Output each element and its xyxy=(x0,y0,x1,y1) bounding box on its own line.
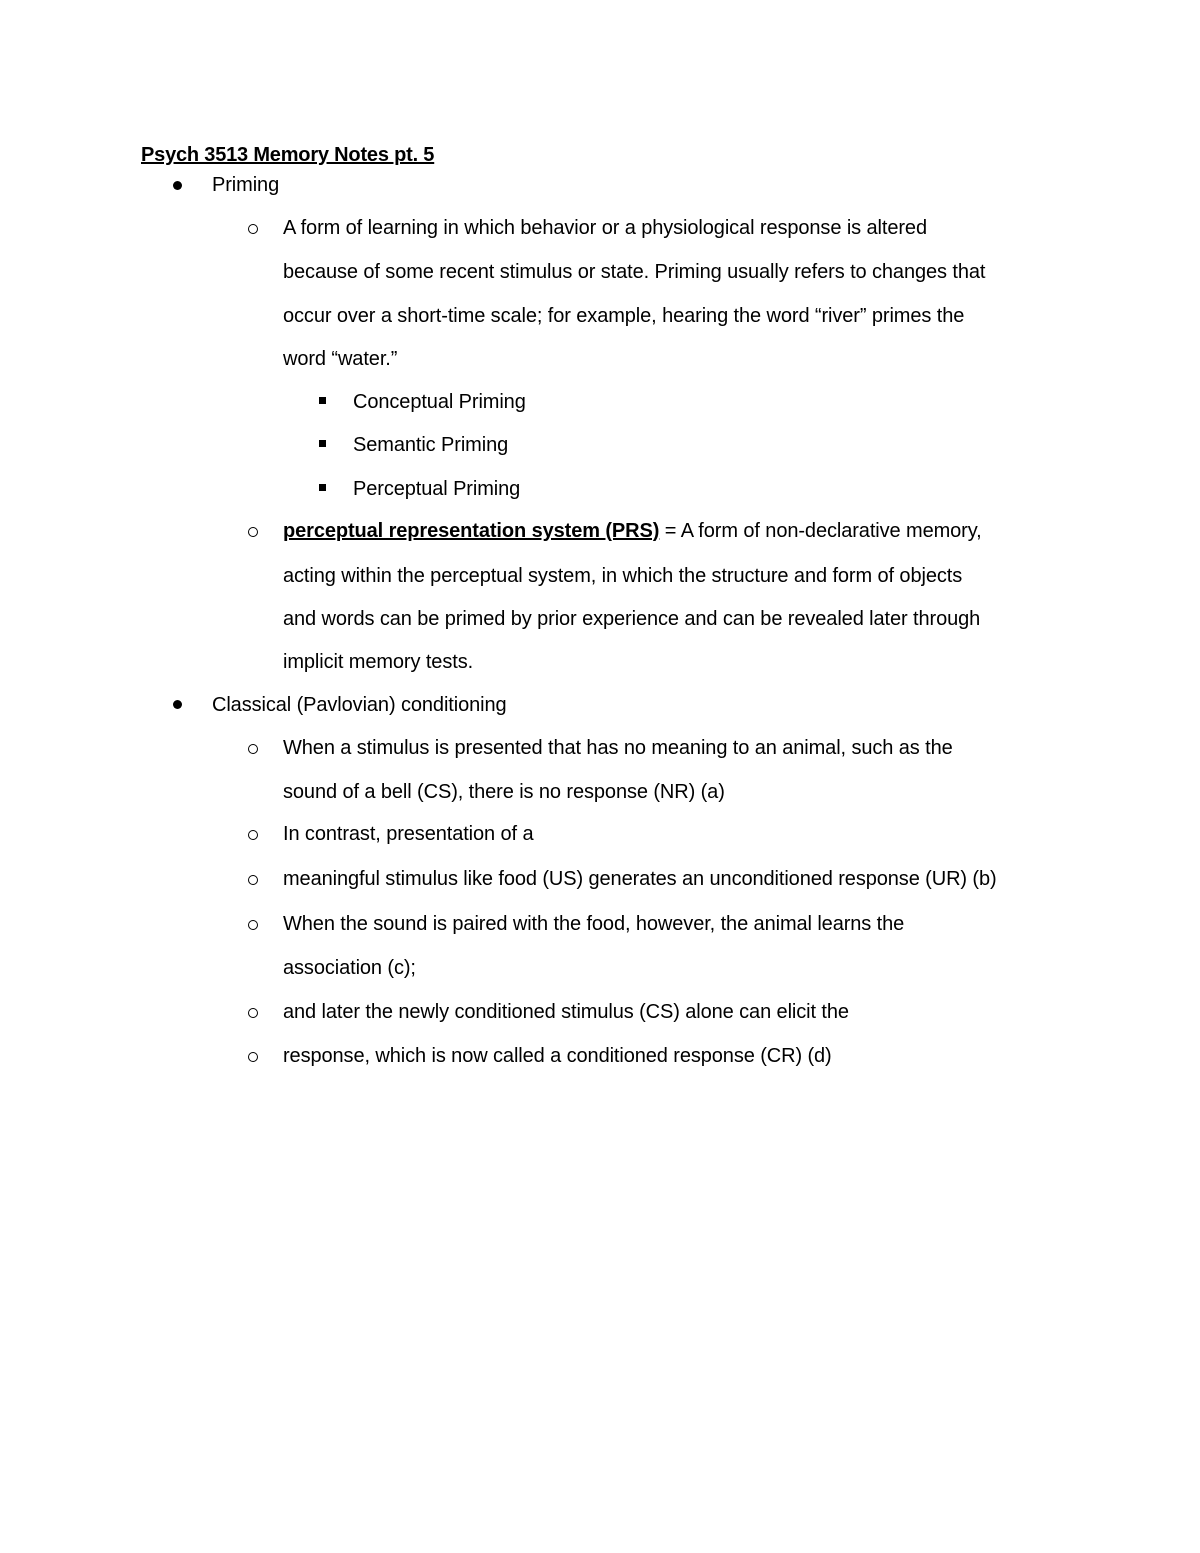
prs-term: perceptual representation system (PRS) xyxy=(283,520,660,542)
prs-definition-line-2: acting within the perceptual system, in which the structure and form of objects xyxy=(283,565,963,587)
bullet-circle-icon xyxy=(248,1052,258,1062)
conditioning-item-4-line-2: association (c); xyxy=(283,957,416,979)
conditioning-item-6: response, which is now called a conditioned response (CR) (d) xyxy=(283,1045,832,1067)
bullet-circle-icon xyxy=(248,1008,258,1018)
bullet-circle-icon xyxy=(248,830,258,840)
document-title: Psych 3513 Memory Notes pt. 5 xyxy=(141,144,435,166)
bullet-circle-icon xyxy=(248,920,258,930)
conditioning-item-3: meaningful stimulus like food (US) generates an unconditioned response (UR) (b) xyxy=(283,868,997,890)
priming-definition-line-4: word “water.” xyxy=(283,348,398,370)
prs-definition-line-1 xyxy=(283,518,982,544)
bullet-square-icon xyxy=(319,397,326,404)
priming-type-semantic: Semantic Priming xyxy=(353,434,509,456)
priming-type-conceptual: Conceptual Priming xyxy=(353,391,526,413)
bullet-dot-icon xyxy=(173,700,182,709)
conditioning-item-5: and later the newly conditioned stimulus (CS) alone can elicit the xyxy=(283,1001,849,1023)
priming-definition-line-2: because of some recent stimulus or state. Priming usually refers to changes that xyxy=(283,261,986,283)
conditioning-item-2: In contrast, presentation of a xyxy=(283,823,534,845)
bullet-dot-icon xyxy=(173,181,182,190)
conditioning-item-1-line-2: sound of a bell (CS), there is no response (NR) (a) xyxy=(283,781,725,803)
priming-type-perceptual: Perceptual Priming xyxy=(353,478,521,500)
bullet-square-icon xyxy=(319,484,326,491)
prs-definition-line-4: implicit memory tests. xyxy=(283,651,474,673)
bullet-circle-icon xyxy=(248,875,258,885)
priming-definition-line-1: A form of learning in which behavior or a physiological response is altered xyxy=(283,217,927,239)
conditioning-item-1-line-1: When a stimulus is presented that has no meaning to an animal, such as the xyxy=(283,737,953,759)
bullet-circle-icon xyxy=(248,224,258,234)
section-heading-classical-conditioning: Classical (Pavlovian) conditioning xyxy=(212,694,507,716)
prs-definition-start: = A form of non-declarative memory, xyxy=(659,520,982,542)
prs-definition-line-3: and words can be primed by prior experience and can be revealed later through xyxy=(283,608,981,630)
bullet-circle-icon xyxy=(248,744,258,754)
section-heading-priming: Priming xyxy=(212,174,280,196)
bullet-circle-icon xyxy=(248,527,258,537)
conditioning-item-4-line-1: When the sound is paired with the food, however, the animal learns the xyxy=(283,913,905,935)
bullet-square-icon xyxy=(319,440,326,447)
priming-definition-line-3: occur over a short-time scale; for example, hearing the word “river” primes the xyxy=(283,305,965,327)
